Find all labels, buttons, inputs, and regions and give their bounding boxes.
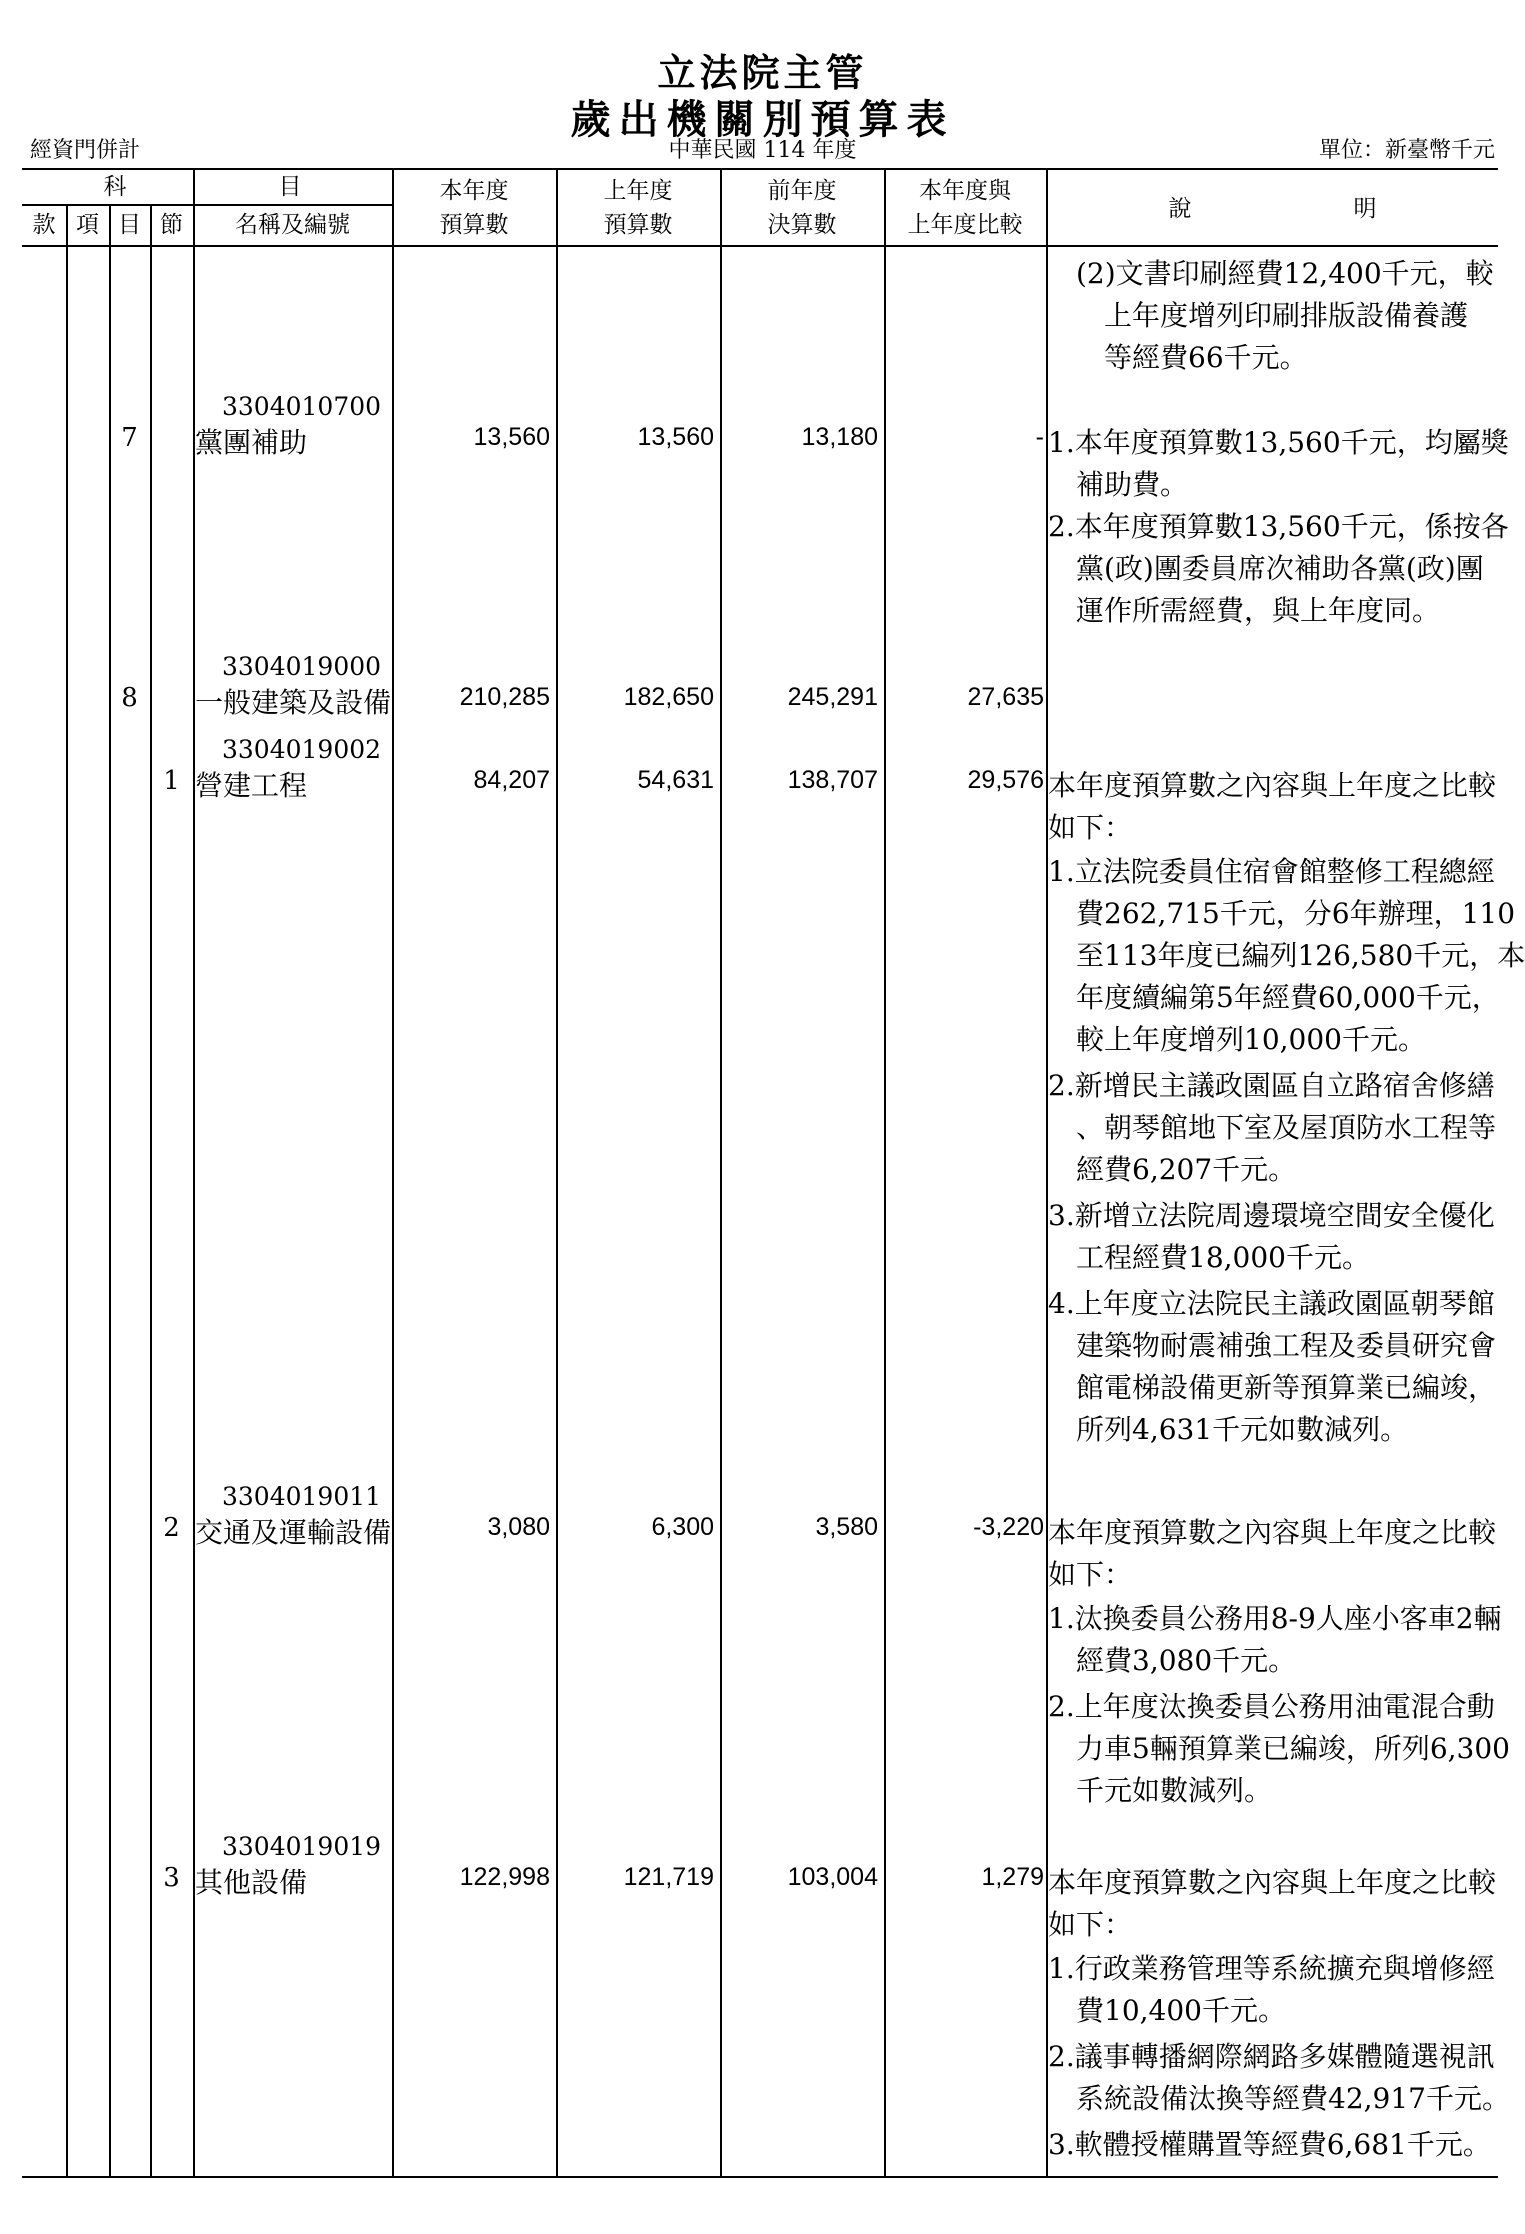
remark-line: 工程經費18,000千元。 bbox=[1076, 1241, 1370, 1274]
header-current-line2: 預算數 bbox=[439, 212, 509, 238]
remark-line: 經費6,207千元。 bbox=[1076, 1153, 1297, 1186]
remark-line: 上年度增列印刷排版設備養護 bbox=[1104, 299, 1469, 332]
subject-header-divider bbox=[22, 204, 392, 206]
remark-line: 年度續編第5年經費60,000千元， bbox=[1076, 981, 1500, 1014]
remark-line: 本年度預算數之內容與上年度之比較 bbox=[1048, 1866, 1497, 1899]
remark-line: 館電梯設備更新等預算業已編竣， bbox=[1076, 1371, 1497, 1404]
remark-line: 2.本年度預算數13,560千元，係按各 bbox=[1048, 510, 1509, 543]
current-budget: 210,285 bbox=[459, 683, 550, 711]
remark-line: 、朝琴館地下室及屋頂防水工程等 bbox=[1076, 1111, 1497, 1144]
col-divider bbox=[66, 204, 68, 2177]
remark-line: 本年度預算數之內容與上年度之比較 bbox=[1048, 769, 1497, 802]
year-comparison: 1,279 bbox=[981, 1863, 1044, 1891]
header-remarks-shuo: 說 bbox=[1168, 196, 1192, 222]
currency-unit: 單位：新臺幣千元 bbox=[1318, 138, 1495, 163]
header-subject: 科 bbox=[103, 174, 127, 200]
previous-budget: 182,650 bbox=[623, 683, 714, 711]
item-code: 3304019002 bbox=[222, 735, 382, 764]
header-compare-line2: 上年度比較 bbox=[907, 212, 1023, 238]
item-code: 3304019019 bbox=[222, 1832, 382, 1861]
fund-type-note: 經資門併計 bbox=[30, 138, 141, 163]
prior-final: 103,004 bbox=[787, 1863, 878, 1891]
header-prior-line1: 前年度 bbox=[767, 178, 837, 204]
remark-line: 力車5輛預算業已編竣，所列6,300 bbox=[1076, 1732, 1510, 1765]
header-current-line1: 本年度 bbox=[439, 178, 509, 204]
prior-final: 138,707 bbox=[787, 766, 878, 794]
remark-line: 較上年度增列10,000千元。 bbox=[1076, 1023, 1426, 1056]
remark-line: 費10,400千元。 bbox=[1076, 1994, 1286, 2027]
remark-line: 如下： bbox=[1048, 1908, 1133, 1941]
header-previous-line2: 預算數 bbox=[603, 212, 673, 238]
item-code: 3304019000 bbox=[222, 652, 382, 681]
header-subject-mu: 目 bbox=[278, 174, 302, 200]
remark-line: 1.本年度預算數13,560千元，均屬獎 bbox=[1048, 426, 1509, 459]
year-comparison: -3,220 bbox=[973, 1513, 1044, 1541]
prior-final: 13,180 bbox=[801, 423, 878, 451]
item-code: 3304010700 bbox=[222, 392, 382, 421]
header-name-code: 名稱及編號 bbox=[235, 212, 350, 238]
item-jie-number: 2 bbox=[163, 1513, 180, 1543]
item-name: 黨團補助 bbox=[195, 426, 308, 459]
remark-line: 本年度預算數之內容與上年度之比較 bbox=[1048, 1516, 1497, 1549]
remark-line: 經費3,080千元。 bbox=[1076, 1644, 1297, 1677]
year-comparison: 27,635 bbox=[967, 683, 1044, 711]
remark-line: 所列4,631千元如數減列。 bbox=[1076, 1413, 1409, 1446]
remark-line: 1.汰換委員公務用8-9人座小客車2輛 bbox=[1048, 1602, 1502, 1635]
current-budget: 122,998 bbox=[459, 1863, 550, 1891]
remark-line: 運作所需經費，與上年度同。 bbox=[1076, 594, 1441, 627]
remark-line: 千元如數減列。 bbox=[1076, 1774, 1273, 1807]
previous-budget: 6,300 bbox=[651, 1513, 714, 1541]
remark-line: 費262,715千元，分6年辦理，110 bbox=[1076, 897, 1516, 930]
remark-line: 系統設備汰換等經費42,917千元。 bbox=[1076, 2082, 1510, 2115]
item-name: 其他設備 bbox=[195, 1866, 308, 1899]
remark-line: 補助費。 bbox=[1076, 468, 1189, 501]
page-title: 歲出機關別預算表 bbox=[570, 96, 955, 143]
remark-line: 1.行政業務管理等系統擴充與增修經 bbox=[1048, 1952, 1495, 1985]
remark-line: 3.軟體授權購置等經費6,681千元。 bbox=[1048, 2128, 1491, 2161]
col-divider bbox=[109, 204, 111, 2177]
item-name: 一般建築及設備 bbox=[195, 686, 392, 719]
prior-final: 3,580 bbox=[815, 1513, 878, 1541]
header-jie: 節 bbox=[160, 212, 183, 238]
ministry-title: 立法院主管 bbox=[657, 50, 868, 95]
item-mu-number: 8 bbox=[121, 683, 138, 713]
current-budget: 84,207 bbox=[473, 766, 550, 794]
table-bottom-border bbox=[22, 2176, 1498, 2178]
item-jie-number: 3 bbox=[163, 1863, 180, 1893]
item-name: 營建工程 bbox=[195, 769, 308, 802]
header-mu: 目 bbox=[118, 212, 141, 238]
header-kuan: 款 bbox=[32, 212, 56, 238]
remark-line: 2.新增民主議政園區自立路宿舍修繕 bbox=[1048, 1069, 1495, 1102]
item-code: 3304019011 bbox=[222, 1482, 382, 1511]
previous-budget: 13,560 bbox=[637, 423, 714, 451]
remark-line: (2)文書印刷經費12,400千元，較 bbox=[1076, 257, 1494, 290]
year-comparison: - bbox=[1035, 423, 1044, 451]
remark-line: 建築物耐震補強工程及委員研究會 bbox=[1076, 1329, 1497, 1362]
remark-line: 3.新增立法院周邊環境空間安全優化 bbox=[1048, 1199, 1495, 1232]
current-budget: 13,560 bbox=[473, 423, 550, 451]
current-budget: 3,080 bbox=[487, 1513, 550, 1541]
remark-line: 1.立法院委員住宿會館整修工程總經 bbox=[1048, 855, 1495, 888]
remark-line: 如下： bbox=[1048, 811, 1133, 844]
remark-line: 至113年度已編列126,580千元，本 bbox=[1076, 939, 1525, 972]
previous-budget: 54,631 bbox=[637, 766, 714, 794]
previous-budget: 121,719 bbox=[623, 1863, 714, 1891]
header-previous-line1: 上年度 bbox=[603, 178, 673, 204]
remark-line: 2.議事轉播網際網路多媒體隨選視訊 bbox=[1048, 2040, 1495, 2073]
remark-line: 黨(政)團委員席次補助各黨(政)團 bbox=[1076, 552, 1484, 585]
header-xiang: 項 bbox=[76, 212, 99, 238]
item-jie-number: 1 bbox=[163, 766, 180, 796]
remark-line: 等經費66千元。 bbox=[1104, 341, 1308, 374]
remark-line: 4.上年度立法院民主議政園區朝琴館 bbox=[1048, 1287, 1495, 1320]
prior-final: 245,291 bbox=[787, 683, 878, 711]
item-mu-number: 7 bbox=[121, 423, 138, 453]
header-compare-line1: 本年度與 bbox=[919, 178, 1011, 204]
header-prior-line2: 決算數 bbox=[767, 212, 837, 238]
header-remarks-ming: 明 bbox=[1353, 196, 1377, 222]
year-comparison: 29,576 bbox=[967, 766, 1044, 794]
item-name: 交通及運輸設備 bbox=[195, 1516, 392, 1549]
header-bottom-border bbox=[22, 245, 1498, 247]
remark-line: 如下： bbox=[1048, 1558, 1133, 1591]
table-top-border bbox=[22, 168, 1498, 170]
remark-line: 2.上年度汰換委員公務用油電混合動 bbox=[1048, 1690, 1495, 1723]
fiscal-year: 中華民國 114 年度 bbox=[668, 138, 857, 163]
